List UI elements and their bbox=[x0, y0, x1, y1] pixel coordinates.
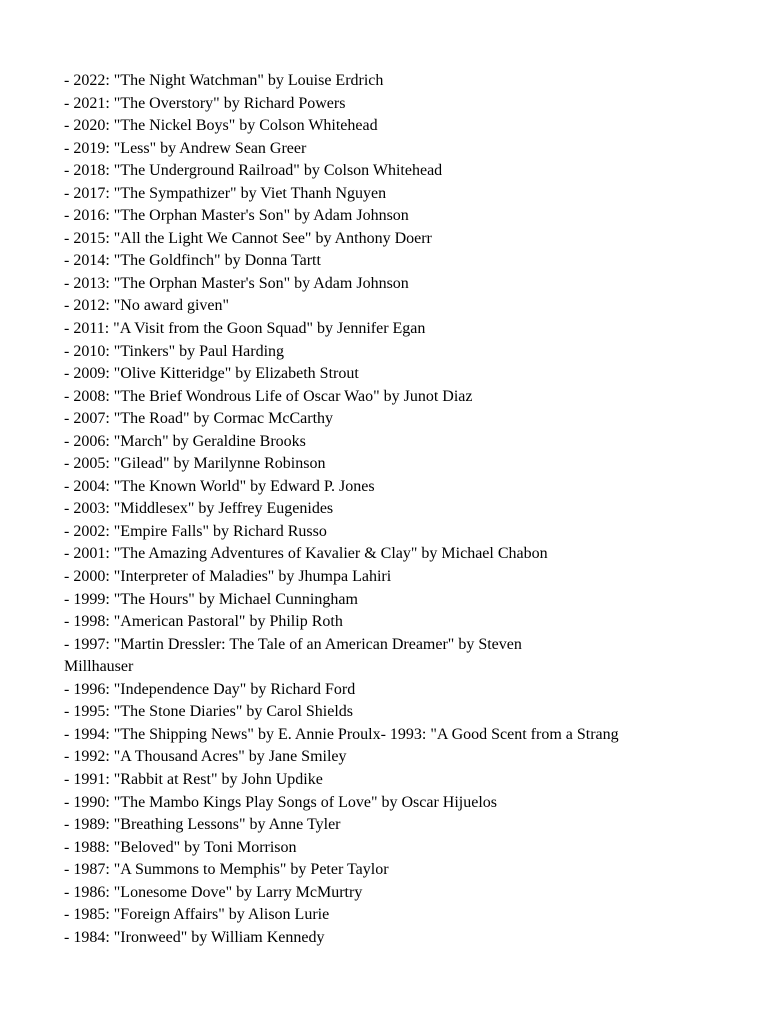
list-line: - 1996: "Independence Day" by Richard Ford bbox=[64, 680, 356, 698]
list-line: - 1992: "A Thousand Acres" by Jane Smiley bbox=[64, 748, 347, 766]
list-line: - 2016: "The Orphan Master's Son" by Adam Johnson bbox=[64, 207, 409, 225]
list-line: - 2021: "The Overstory" by Richard Powers bbox=[64, 94, 346, 112]
list-line: - 2022: "The Night Watchman" by Louise Erdrich bbox=[64, 72, 384, 89]
list-line: - 1995: "The Stone Diaries" by Carol Shields bbox=[64, 703, 354, 721]
list-line: - 1997: "Martin Dressler: The Tale of an American Dreamer" by Steven bbox=[64, 635, 522, 653]
list-line: - 1998: "American Pastoral" by Philip Roth bbox=[64, 613, 343, 631]
list-line: Millhauser bbox=[64, 658, 134, 676]
list-line: - 2000: "Interpreter of Maladies" by Jhumpa Lahiri bbox=[64, 568, 392, 586]
list-line: - 2010: "Tinkers" by Paul Harding bbox=[64, 342, 285, 360]
list-line: - 1989: "Breathing Lessons" by Anne Tyler bbox=[64, 816, 341, 834]
list-line: - 1987: "A Summons to Memphis" by Peter Taylor bbox=[64, 861, 389, 879]
list-line: - 1985: "Foreign Affairs" by Alison Lurie bbox=[64, 906, 330, 924]
list-line: - 2004: "The Known World" by Edward P. Jones bbox=[64, 477, 375, 495]
list-line: - 1991: "Rabbit at Rest" by John Updike bbox=[64, 770, 323, 788]
list-line: - 2017: "The Sympathizer" by Viet Thanh Nguyen bbox=[64, 184, 387, 202]
list-line: - 1986: "Lonesome Dove" by Larry McMurtry bbox=[64, 883, 363, 901]
list-line: - 1988: "Beloved" by Toni Morrison bbox=[64, 838, 297, 856]
list-line: - 2015: "All the Light We Cannot See" by Anthony Doerr bbox=[64, 229, 432, 247]
list-line: - 2005: "Gilead" by Marilynne Robinson bbox=[64, 455, 326, 473]
list-line: - 2014: "The Goldfinch" by Donna Tartt bbox=[64, 252, 321, 270]
list-line: - 2009: "Olive Kitteridge" by Elizabeth Strout bbox=[64, 365, 359, 383]
list-line: - 2006: "March" by Geraldine Brooks bbox=[64, 432, 306, 450]
list-line: - 1990: "The Mambo Kings Play Songs of Love" by Oscar Hijuelos bbox=[64, 793, 498, 811]
list-line: - 2007: "The Road" by Cormac McCarthy bbox=[64, 410, 334, 428]
list-line: - 2008: "The Brief Wondrous Life of Oscar Wao" by Junot Diaz bbox=[64, 387, 473, 405]
list-line: - 2012: "No award given" bbox=[64, 297, 230, 315]
list-line: - 2020: "The Nickel Boys" by Colson Whitehead bbox=[64, 117, 378, 135]
list-line: - 1999: "The Hours" by Michael Cunningham bbox=[64, 590, 358, 608]
list-line: - 2019: "Less" by Andrew Sean Greer bbox=[64, 139, 307, 157]
list-line: - 1984: "Ironweed" by William Kennedy bbox=[64, 928, 325, 946]
list-line: - 2018: "The Underground Railroad" by Colson Whitehead bbox=[64, 162, 443, 180]
list-line: - 2003: "Middlesex" by Jeffrey Eugenides bbox=[64, 500, 334, 518]
list-line: - 2001: "The Amazing Adventures of Kavalier & Clay" by Michael Chabon bbox=[64, 545, 548, 563]
list-line: - 2013: "The Orphan Master's Son" by Adam Johnson bbox=[64, 274, 409, 292]
award-list bbox=[64, 70, 668, 949]
list-line: - 2011: "A Visit from the Goon Squad" by Jennifer Egan bbox=[64, 320, 426, 338]
list-line: - 2002: "Empire Falls" by Richard Russo bbox=[64, 522, 327, 540]
list-line: - 1994: "The Shipping News" by E. Annie Proulx- 1993: "A Good Scent from a Strang bbox=[64, 725, 619, 743]
